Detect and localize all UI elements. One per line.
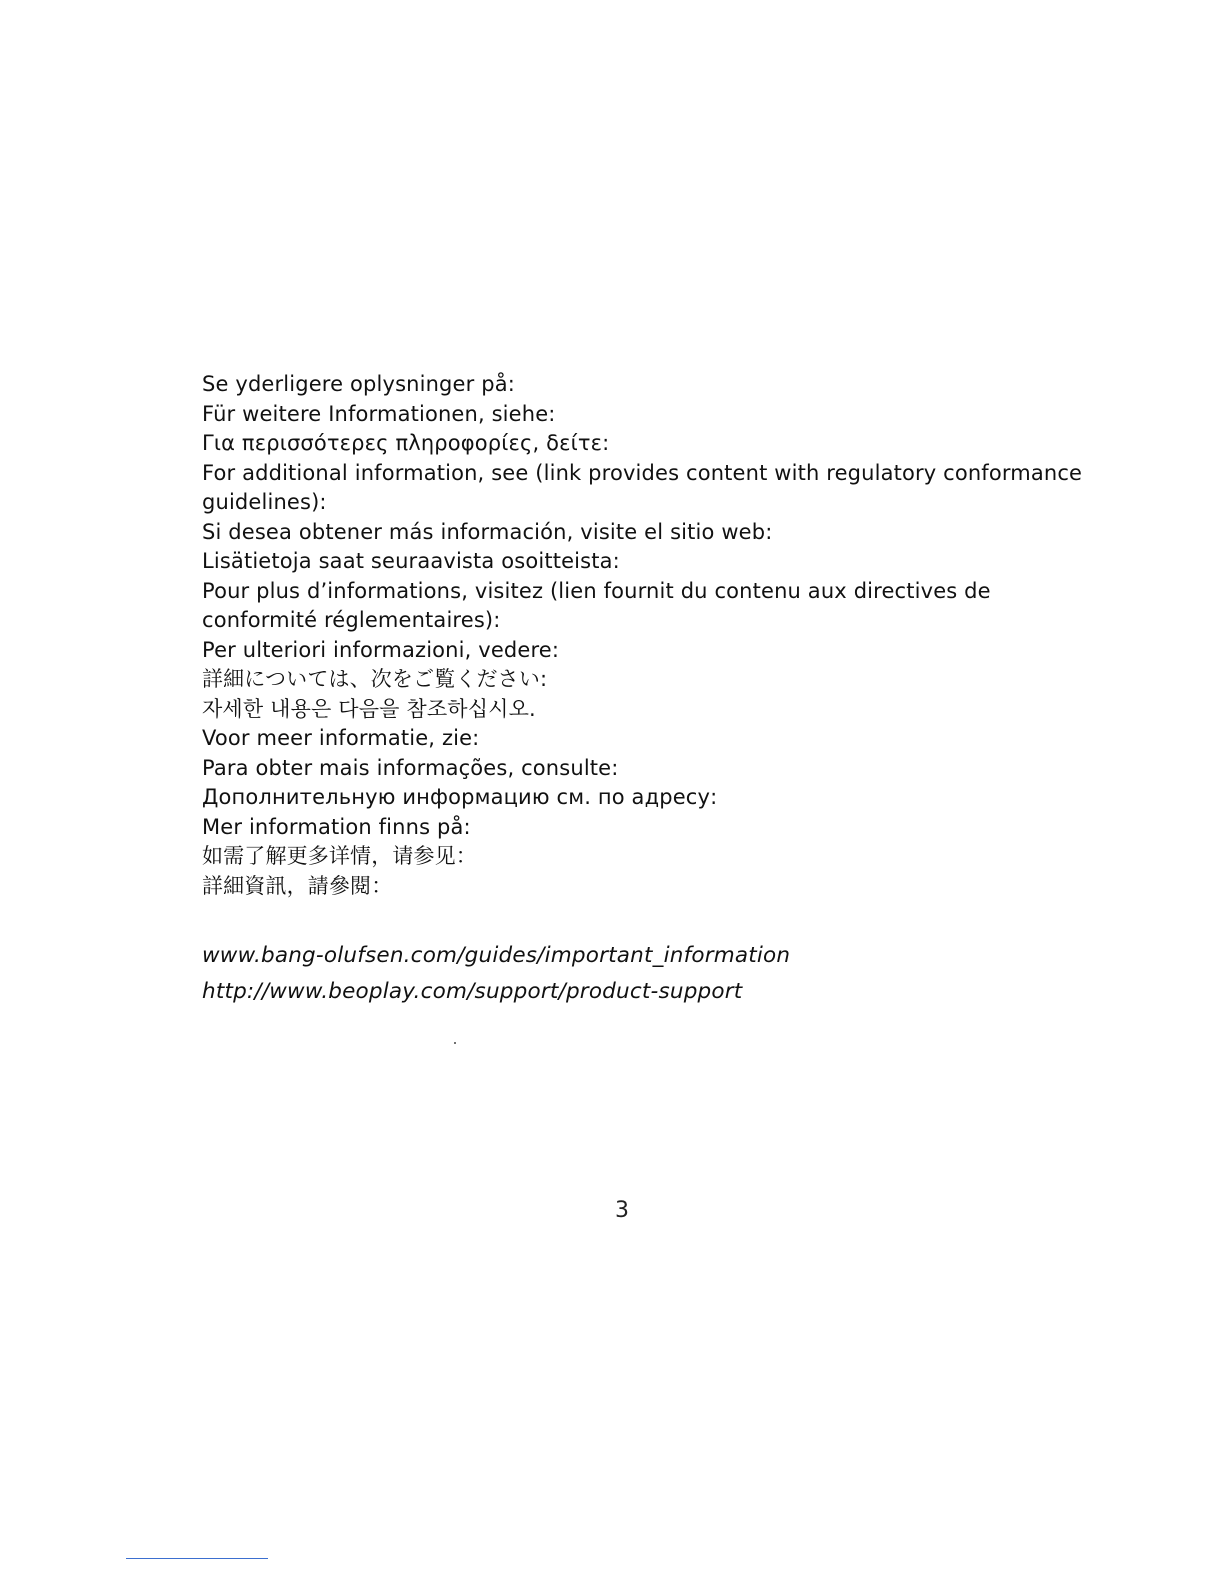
info-line-italian: Per ulteriori informazioni, vedere: [202, 637, 560, 662]
info-line-japanese: 詳細については、次をご覧ください: [202, 667, 548, 691]
info-line-english: For additional information, see (link provides content with regulatory conformance guidelines): [202, 460, 1089, 514]
support-link[interactable]: http://www.beoplay.com/support/product-support [202, 979, 743, 1004]
info-line-greek: Για περισσότερες πληροφορίες, δείτε: [202, 431, 610, 455]
info-line-dutch: Voor meer informatie, zie: [202, 726, 480, 750]
info-line-russian: Дополнительную информацию см. по адресу: [202, 785, 718, 809]
info-line-danish: Se yderligere oplysninger på: [202, 372, 515, 396]
info-line-swedish: Mer information finns på: [202, 814, 471, 839]
guides-link[interactable]: www.bang-olufsen.com/guides/important_information [202, 943, 791, 968]
info-line-german: Für weitere Informationen, siehe: [202, 401, 556, 426]
footer-rule [126, 1558, 268, 1559]
page-number: 3 [615, 1198, 629, 1223]
links-block [202, 938, 1102, 1010]
info-line-french: Pour plus d’informations, visitez (lien fournit du contenu aux directives de conformité réglementaires): [202, 578, 998, 632]
info-line-chinese-simplified: 如需了解更多详情，请参见： [202, 844, 477, 868]
info-line-korean: 자세한 내용은 다음을 참조하십시오. [202, 696, 536, 721]
info-line-spanish: Si desea obtener más información, visite el sitio web: [202, 519, 773, 544]
info-line-finnish: Lisätietoja saat seuraavista osoitteista: [202, 549, 620, 573]
info-line-portuguese: Para obter mais informações, consulte: [202, 755, 619, 780]
info-line-chinese-traditional: 詳細資訊，請參閱： [202, 873, 393, 898]
scan-speck [454, 1042, 456, 1044]
info-lines-list [202, 370, 1102, 901]
